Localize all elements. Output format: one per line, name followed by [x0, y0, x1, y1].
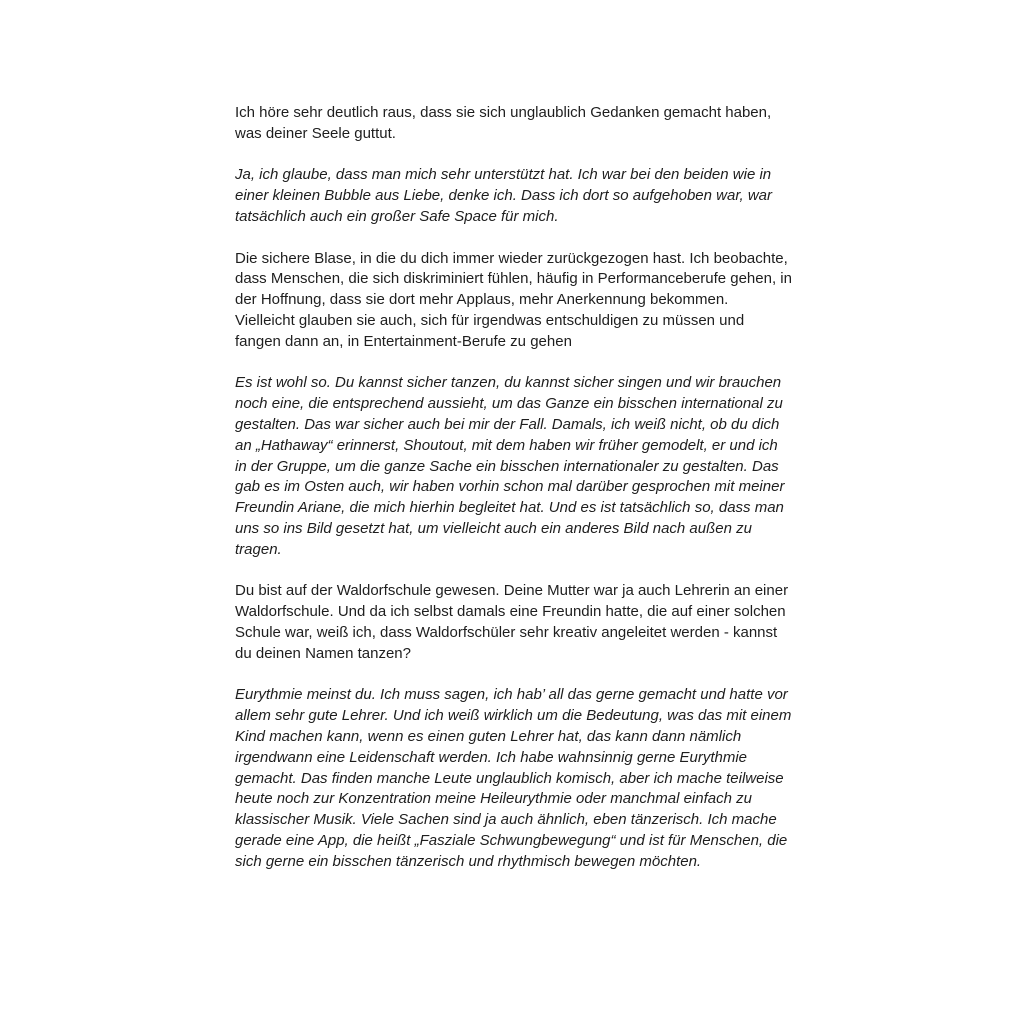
- transcript-text-block: [235, 103, 792, 872]
- paragraph-interviewee: Eurythmie meinst du. Ich muss sagen, ich hab’ all das gerne gemacht und hatte vor allem sehr gute Lehrer. Und ich weiß wirklich um die Bedeutung, was das mit einem Kind machen kann, wenn es einen guten Lehrer hat, das kann dann nämlich irgendwann eine Leidenschaft werden. Ich habe wahnsinnig gerne Eurythmie gemacht. Das finden manche Leute unglaublich komisch, aber ich mache teilweise heute noch zur Konzentration meine Heileurythmie oder manchmal einfach zu klassischer Musik. Viele Sachen sind ja auch ähnlich, eben tänzerisch. Ich mache gerade eine App, die heißt „Fasziale Schwungbewegung“ und ist für Menschen, die sich gerne ein bisschen tänzerisch und rhythmisch bewegen möchten.: [235, 686, 792, 870]
- paragraph-interviewer: Die sichere Blase, in die du dich immer wieder zurückgezogen hast. Ich beobachte, dass Menschen, die sich diskriminiert fühlen, häufig in Performanceberufe gehen, in der Hoffnung, dass sie dort mehr Applaus, mehr Anerkennung bekommen. Vielleicht glauben sie auch, sich für irgendwas entschuldigen zu müssen und fangen dann an, in Entertainment-Berufe zu gehen: [235, 249, 792, 350]
- paragraph-interviewee: Ja, ich glaube, dass man mich sehr unterstützt hat. Ich war bei den beiden wie in einer kleinen Bubble aus Liebe, denke ich. Dass ich dort so aufgehoben war, war tatsächlich auch ein großer Safe Space für mich.: [235, 166, 773, 225]
- paragraph-interviewer: Du bist auf der Waldorfschule gewesen. Deine Mutter war ja auch Lehrerin an einer Waldorfschule. Und da ich selbst damals eine Freundin hatte, die auf einer solchen Schule war, weiß ich, dass Waldorfschüler sehr kreativ angeleitet werden - kannst du deinen Namen tanzen?: [235, 582, 789, 662]
- paragraph-interviewer: Ich höre sehr deutlich raus, dass sie sich unglaublich Gedanken gemacht haben, was deiner Seele guttut.: [235, 104, 772, 142]
- paragraph-interviewee: Es ist wohl so. Du kannst sicher tanzen, du kannst sicher singen und wir brauchen noch eine, die entsprechend aussieht, um das Ganze ein bisschen international zu gestalten. Das war sicher auch bei mir der Fall. Damals, ich weiß nicht, ob du dich an „Hathaway“ erinnerst, Shoutout, mit dem haben wir früher gemodelt, er und ich in der Gruppe, um die ganze Sache ein bisschen internationaler zu gestalten. Das gab es im Osten auch, wir haben vorhin schon mal darüber gesprochen mit meiner Freundin Ariane, die mich hierhin begleitet hat. Und es ist tatsächlich so, dass man uns so ins Bild gesetzt hat, um vielleicht auch ein anderes Bild nach außen zu tragen.: [235, 374, 785, 558]
